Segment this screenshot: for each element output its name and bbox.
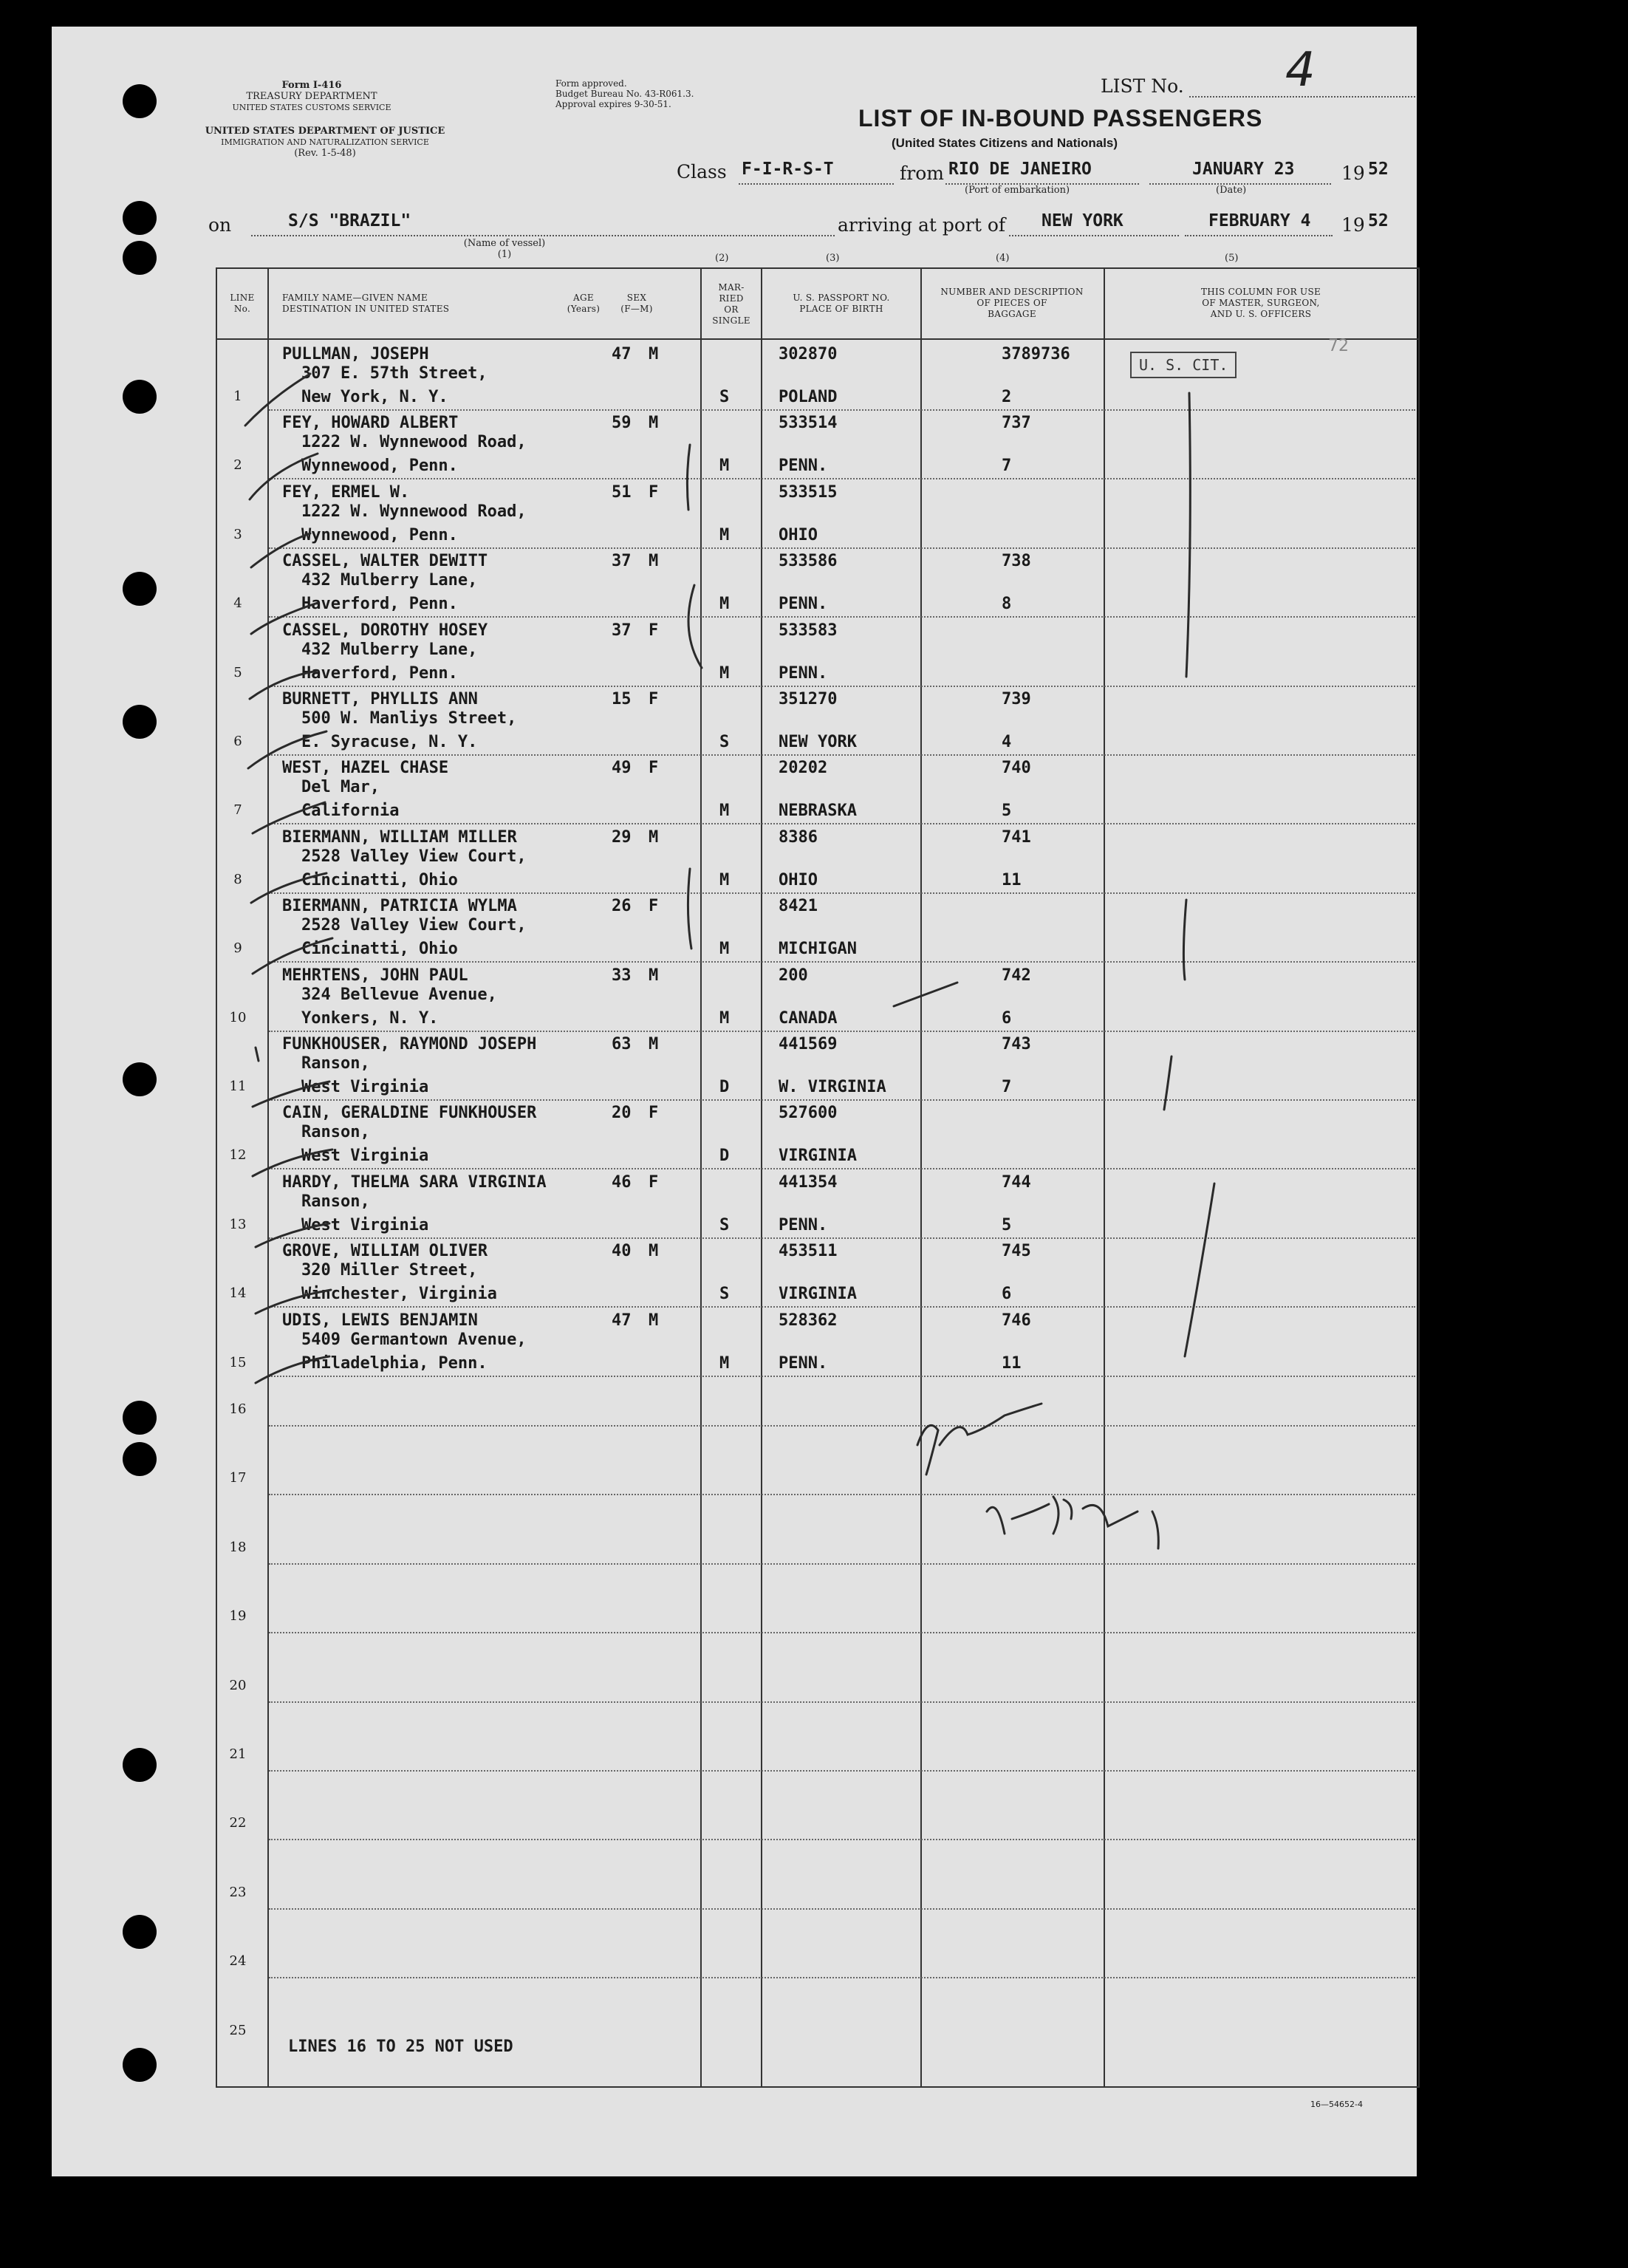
destination-line-1: 320 Miller Street,: [301, 1261, 478, 1280]
line-number: 9: [233, 940, 242, 957]
arrival-year-prefix: 19: [1341, 214, 1365, 236]
arriving-label: arriving at port of: [838, 214, 1006, 236]
baggage-count: 7: [1002, 1078, 1012, 1096]
col-header-married-1: MAR-: [718, 282, 745, 293]
passenger-age: 26: [612, 897, 632, 916]
passport-number: 351270: [779, 690, 838, 708]
justice-dept: UNITED STATES DEPARTMENT OF JUSTICE: [205, 126, 445, 137]
line-number: 21: [229, 1746, 247, 1762]
passenger-sex: F: [649, 1172, 659, 1192]
depart-date: JANUARY 23: [1192, 160, 1295, 179]
destination-line-2: New York, N. Y.: [301, 388, 448, 406]
form-subtitle: (United States Citizens and Nationals): [892, 136, 1118, 150]
line-number: 24: [229, 1953, 247, 1970]
form-approved: Form approved.: [555, 78, 627, 89]
line-number: 13: [229, 1216, 247, 1232]
passenger-name: WEST, HAZEL CHASE: [282, 759, 449, 778]
vessel-value: S/S "BRAZIL": [288, 211, 411, 230]
destination-line-1: 1222 W. Wynnewood Road,: [301, 502, 527, 521]
col-header-officers-3: AND U. S. OFFICERS: [1210, 309, 1312, 319]
passenger-name: GROVE, WILLIAM OLIVER: [282, 1242, 488, 1261]
col-header-age-2: (Years): [567, 304, 601, 314]
passenger-age: 59: [612, 414, 632, 433]
col-header-sex-2: (F—M): [620, 304, 653, 314]
line-number: 1: [233, 389, 242, 404]
vessel-caption-text: (Name of vessel): [463, 238, 546, 249]
col-number-4: (4): [996, 253, 1010, 264]
destination-line-2: Wynnewood, Penn.: [301, 525, 458, 544]
date-caption: (Date): [1216, 185, 1247, 196]
line-number: 18: [229, 1539, 247, 1555]
place-of-birth: OHIO: [779, 525, 818, 544]
approval-expires: Approval expires 9-30-51.: [555, 99, 671, 109]
line-number: 15: [229, 1354, 247, 1370]
destination-line-2: Cincinatti, Ohio: [301, 940, 458, 959]
destination-line-2: Haverford, Penn.: [301, 595, 458, 614]
passenger-sex: M: [649, 345, 659, 363]
passenger-sex: M: [649, 827, 659, 847]
baggage-count: 11: [1002, 870, 1022, 889]
marital-status: M: [719, 525, 730, 544]
destination-line-1: 432 Mulberry Lane,: [301, 640, 478, 659]
passenger-name: CASSEL, WALTER DEWITT: [282, 552, 488, 571]
col-header-married-2: RIED: [719, 293, 744, 304]
baggage-count: 5: [1002, 802, 1012, 821]
col-number-2: (2): [715, 253, 729, 264]
passenger-age: 15: [612, 690, 632, 708]
port-embark-caption: (Port of embarkation): [965, 185, 1070, 196]
line-number: 14: [229, 1285, 247, 1302]
marital-status: M: [719, 1008, 730, 1028]
col-header-baggage-1: NUMBER AND DESCRIPTION: [940, 287, 1084, 297]
baggage-count: 11: [1002, 1353, 1022, 1373]
baggage-tag: 741: [1002, 827, 1031, 847]
passenger-sex: M: [649, 966, 659, 985]
list-no-value: 4: [1285, 43, 1316, 98]
passenger-name: MEHRTENS, JOHN PAUL: [282, 966, 468, 985]
marital-status: D: [719, 1147, 730, 1166]
col-header-age-1: AGE: [573, 293, 594, 303]
col-header-officers-2: OF MASTER, SURGEON,: [1202, 298, 1320, 308]
marital-status: S: [719, 1285, 730, 1304]
marital-status: S: [719, 388, 730, 406]
passenger-sex: M: [649, 1311, 659, 1330]
baggage-tag: 737: [1002, 414, 1031, 433]
marital-status: S: [719, 1215, 730, 1234]
col-header-line-no-1: LINE: [230, 293, 255, 303]
baggage-count: 4: [1002, 733, 1012, 751]
print-code: 16—54652-4: [1310, 2100, 1363, 2109]
marital-status: S: [719, 733, 730, 751]
place-of-birth: PENN.: [779, 457, 828, 476]
marital-status: M: [719, 663, 730, 683]
marital-status: M: [719, 802, 730, 821]
destination-line-2: E. Syracuse, N. Y.: [301, 733, 478, 751]
baggage-tag: 738: [1002, 552, 1031, 571]
col-number-3: (3): [826, 253, 840, 264]
vessel-col-number: (1): [497, 249, 512, 260]
stamp-text: U. S. CIT.: [1139, 356, 1228, 374]
passenger-age: 37: [612, 552, 632, 571]
marital-status: M: [719, 457, 730, 476]
passenger-name: UDIS, LEWIS BENJAMIN: [282, 1311, 478, 1330]
baggage-count: 7: [1002, 457, 1012, 476]
baggage-count: 5: [1002, 1215, 1012, 1234]
place-of-birth: CANADA: [779, 1008, 838, 1028]
stamp-mark: 72: [1328, 337, 1349, 355]
passenger-name: BIERMANN, WILLIAM MILLER: [282, 827, 517, 847]
passenger-sex: F: [649, 621, 659, 640]
passenger-name: PULLMAN, JOSEPH: [282, 345, 429, 363]
col-header-passport-1: U. S. PASSPORT NO.: [793, 293, 890, 303]
destination-line-1: Ranson,: [301, 1054, 370, 1073]
place-of-birth: W. VIRGINIA: [779, 1078, 886, 1096]
marital-status: M: [719, 940, 730, 959]
destination-line-1: Del Mar,: [301, 778, 380, 797]
baggage-tag: 746: [1002, 1311, 1031, 1330]
col-number-5: (5): [1225, 253, 1239, 264]
line-number: 4: [233, 595, 242, 612]
passenger-sex: M: [649, 552, 659, 571]
line-number: 3: [233, 526, 242, 542]
passport-number: 302870: [779, 345, 838, 363]
class-value: F-I-R-S-T: [742, 160, 834, 179]
passenger-name: CASSEL, DOROTHY HOSEY: [282, 621, 488, 640]
line-number: 2: [233, 457, 242, 474]
place-of-birth: PENN.: [779, 663, 828, 683]
handwritten-marks: [52, 27, 1417, 2176]
destination-line-2: California: [301, 802, 400, 821]
col-header-name-2: DESTINATION IN UNITED STATES: [282, 304, 450, 314]
destination-line-1: 432 Mulberry Lane,: [301, 571, 478, 590]
form-number: Form I-416: [281, 80, 342, 91]
line-number: 22: [229, 1815, 247, 1831]
destination-line-1: 1222 W. Wynnewood Road,: [301, 433, 527, 452]
line-number: 25: [229, 2022, 247, 2038]
passenger-name: BURNETT, PHYLLIS ANN: [282, 690, 478, 708]
destination-line-2: Winchester, Virginia: [301, 1285, 497, 1304]
passenger-age: 49: [612, 759, 632, 778]
passenger-age: 63: [612, 1035, 632, 1053]
passport-number: 533514: [779, 414, 838, 433]
destination-line-1: 324 Bellevue Avenue,: [301, 985, 497, 1004]
baggage-tag: 743: [1002, 1035, 1031, 1053]
footer-note: LINES 16 TO 25 NOT USED: [288, 2038, 513, 2056]
line-number: 16: [229, 1401, 247, 1417]
passenger-sex: F: [649, 759, 659, 778]
passenger-sex: F: [649, 690, 659, 708]
destination-line-2: West Virginia: [301, 1215, 429, 1234]
line-number: 5: [233, 664, 242, 680]
passenger-age: 47: [612, 345, 632, 363]
depart-year-prefix: 19: [1341, 163, 1365, 184]
passenger-age: 37: [612, 621, 632, 640]
place-of-birth: MICHIGAN: [779, 940, 857, 959]
passenger-name: FEY, HOWARD ALBERT: [282, 414, 459, 433]
baggage-count: 6: [1002, 1008, 1012, 1028]
treasury-dept: TREASURY DEPARTMENT: [246, 91, 377, 102]
passenger-name: HARDY, THELMA SARA VIRGINIA: [282, 1172, 547, 1192]
baggage-tag: 742: [1002, 966, 1031, 985]
place-of-birth: NEBRASKA: [779, 802, 857, 821]
destination-line-2: Haverford, Penn.: [301, 663, 458, 683]
col-header-passport-2: PLACE OF BIRTH: [799, 304, 883, 314]
budget-bureau: Budget Bureau No. 43-R061.3.: [555, 89, 694, 99]
passenger-age: 33: [612, 966, 632, 985]
marital-status: D: [719, 1078, 730, 1096]
line-number: 7: [233, 802, 242, 819]
passenger-name: FEY, ERMEL W.: [282, 482, 410, 502]
place-of-birth: PENN.: [779, 1353, 828, 1373]
passport-number: 527600: [779, 1104, 838, 1123]
passenger-age: 47: [612, 1311, 632, 1330]
baggage-tag: 744: [1002, 1172, 1031, 1192]
passenger-sex: M: [649, 1035, 659, 1053]
place-of-birth: POLAND: [779, 388, 838, 406]
immigration-service: IMMIGRATION AND NATURALIZATION SERVICE: [221, 137, 429, 147]
arrival-port: NEW YORK: [1042, 211, 1123, 230]
passenger-age: 29: [612, 827, 632, 847]
line-number: 6: [233, 734, 242, 749]
rev-date: (Rev. 1-5-48): [294, 148, 356, 159]
col-header-married-4: SINGLE: [712, 315, 750, 326]
passport-number: 441569: [779, 1035, 838, 1053]
class-label: Class: [677, 161, 727, 182]
destination-line-1: 5409 Germantown Avenue,: [301, 1330, 527, 1349]
passport-number: 8421: [779, 897, 818, 916]
passport-number: 528362: [779, 1311, 838, 1330]
col-header-name-1: FAMILY NAME—GIVEN NAME: [282, 293, 428, 303]
passenger-sex: F: [649, 1104, 659, 1123]
baggage-tag: 745: [1002, 1242, 1031, 1261]
passenger-age: 46: [612, 1172, 632, 1192]
baggage-tag: 3789736: [1002, 345, 1070, 363]
col-header-married-3: OR: [724, 304, 739, 315]
arrival-year: 52: [1368, 211, 1389, 230]
passport-number: 8386: [779, 827, 818, 847]
passenger-name: CAIN, GERALDINE FUNKHOUSER: [282, 1104, 537, 1123]
form-sheet: [52, 27, 1417, 2176]
destination-line-1: 307 E. 57th Street,: [301, 364, 488, 383]
line-number: 20: [229, 1677, 247, 1693]
line-number: 17: [229, 1470, 247, 1486]
marital-status: M: [719, 870, 730, 889]
passenger-name: FUNKHOUSER, RAYMOND JOSEPH: [282, 1035, 537, 1053]
col-header-baggage-2: OF PIECES OF: [977, 298, 1047, 308]
place-of-birth: NEW YORK: [779, 733, 857, 751]
destination-line-2: Cincinatti, Ohio: [301, 870, 458, 889]
passenger-age: 40: [612, 1242, 632, 1261]
customs-service: UNITED STATES CUSTOMS SERVICE: [232, 103, 391, 112]
place-of-birth: PENN.: [779, 595, 828, 614]
passenger-sex: F: [649, 897, 659, 916]
form-title: LIST OF IN-BOUND PASSENGERS: [858, 105, 1263, 131]
place-of-birth: VIRGINIA: [779, 1147, 857, 1166]
line-number: 23: [229, 1884, 247, 1900]
destination-line-1: Ranson,: [301, 1192, 370, 1211]
col-header-officers-1: THIS COLUMN FOR USE: [1200, 287, 1321, 297]
baggage-tag: 740: [1002, 759, 1031, 778]
marital-status: M: [719, 595, 730, 614]
passport-number: 453511: [779, 1242, 838, 1261]
place-of-birth: PENN.: [779, 1215, 828, 1234]
baggage-count: 6: [1002, 1285, 1012, 1304]
col-header-line-no-2: No.: [233, 304, 251, 314]
line-number: 11: [229, 1079, 247, 1094]
place-of-birth: VIRGINIA: [779, 1285, 857, 1304]
baggage-tag: 739: [1002, 690, 1031, 708]
from-value: RIO DE JANEIRO: [948, 160, 1092, 179]
passport-number: 533586: [779, 552, 838, 571]
col-header-baggage-3: BAGGAGE: [988, 309, 1036, 319]
line-number: 12: [229, 1147, 247, 1164]
passenger-age: 51: [612, 482, 632, 502]
passport-number: 533515: [779, 482, 838, 502]
arrival-date: FEBRUARY 4: [1208, 211, 1311, 230]
on-label: on: [208, 214, 232, 236]
destination-line-2: Philadelphia, Penn.: [301, 1353, 488, 1373]
destination-line-1: Ranson,: [301, 1123, 370, 1142]
passport-number: 20202: [779, 759, 828, 778]
passenger-sex: M: [649, 1242, 659, 1261]
baggage-count: 8: [1002, 595, 1012, 614]
destination-line-1: 500 W. Manliys Street,: [301, 709, 517, 728]
passport-number: 200: [779, 966, 808, 985]
line-number: 8: [233, 871, 242, 887]
destination-line-2: Wynnewood, Penn.: [301, 457, 458, 476]
marital-status: M: [719, 1353, 730, 1373]
from-label: from: [900, 163, 944, 184]
destination-line-1: 2528 Valley View Court,: [301, 916, 527, 935]
place-of-birth: OHIO: [779, 870, 818, 889]
depart-year: 52: [1368, 160, 1389, 179]
passport-number: 533583: [779, 621, 838, 640]
destination-line-2: Yonkers, N. Y.: [301, 1008, 439, 1028]
passenger-name: BIERMANN, PATRICIA WYLMA: [282, 897, 517, 916]
passenger-age: 20: [612, 1104, 632, 1123]
col-header-sex-1: SEX: [626, 293, 647, 303]
destination-line-1: 2528 Valley View Court,: [301, 847, 527, 866]
destination-line-2: West Virginia: [301, 1078, 429, 1096]
destination-line-2: West Virginia: [301, 1147, 429, 1166]
passport-number: 441354: [779, 1172, 838, 1192]
line-number: 19: [229, 1608, 247, 1625]
passenger-sex: F: [649, 482, 659, 502]
list-no-label: LIST No.: [1101, 75, 1184, 97]
baggage-count: 2: [1002, 388, 1012, 406]
passenger-sex: M: [649, 414, 659, 433]
line-number: 10: [229, 1009, 247, 1025]
